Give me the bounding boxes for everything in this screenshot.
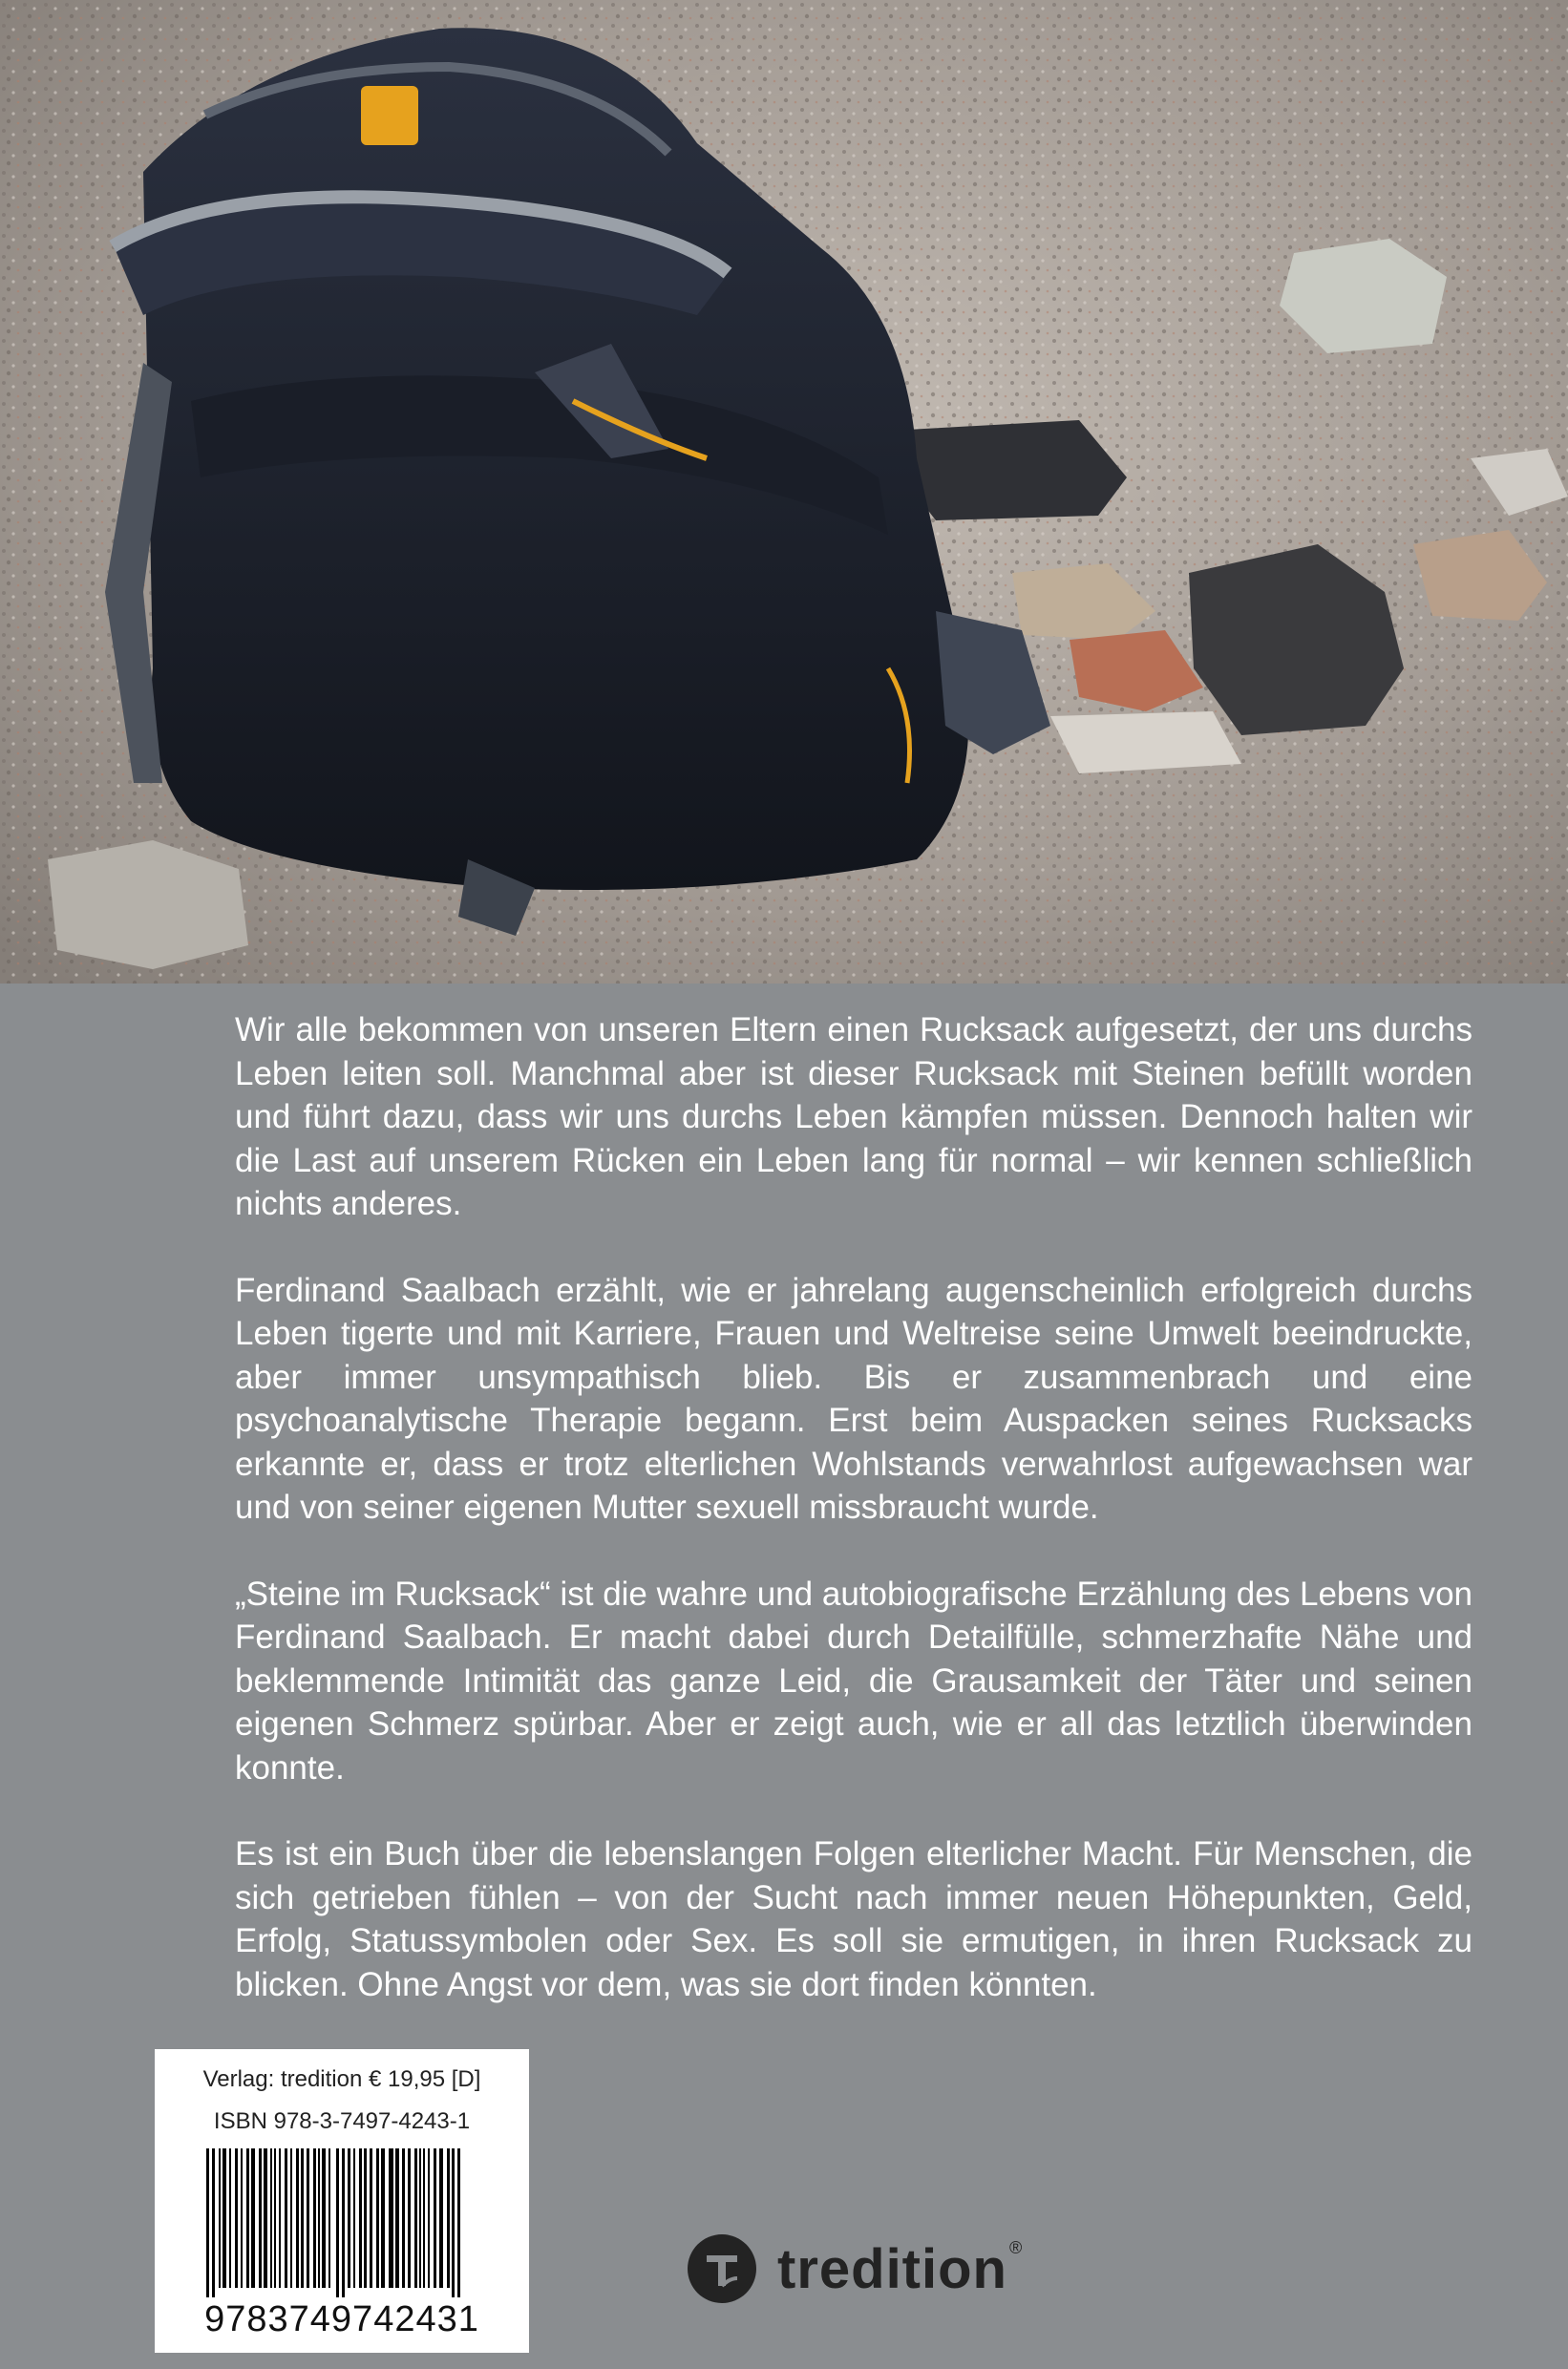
barcode-bar xyxy=(222,2148,226,2288)
barcode-bar xyxy=(428,2148,430,2288)
barcode-bar xyxy=(402,2148,405,2288)
barcode-bar xyxy=(246,2148,249,2288)
blurb-paragraph-2: Ferdinand Saalbach erzählt, wie er jahrelang augenscheinlich erfolgreich durchs Leben tigerte und mit Karriere, Frauen und Weltreise seine Umwelt beeindruckte, aber immer unsympathisch blieb. Bis er zusammenbrach und eine psychoanalytische Therapie begann. Erst beim Auspacken seines Rucksacks erkannte er, dass er trotz elterlichen Wohlstands verwahrlost aufgewachsen war und von seiner eigenen Mutter sexuell missbraucht wurde. xyxy=(235,1271,1473,1526)
barcode-bar xyxy=(219,2148,221,2288)
barcode-bar xyxy=(342,2148,345,2297)
barcode-bar xyxy=(359,2148,362,2288)
barcode-bar xyxy=(389,2148,393,2288)
barcode-bar xyxy=(290,2148,292,2288)
barcode-bar xyxy=(336,2148,339,2297)
barcode-bar xyxy=(408,2148,411,2288)
cover-photo xyxy=(0,0,1568,984)
barcode-bar xyxy=(348,2148,350,2288)
barcode-bar xyxy=(419,2148,421,2288)
backpack-photo xyxy=(0,0,1568,984)
barcode-bar xyxy=(423,2148,425,2288)
barcode-bar xyxy=(452,2148,455,2297)
barcode-bar xyxy=(274,2148,276,2288)
barcode-bar xyxy=(318,2148,320,2288)
barcode-bar xyxy=(279,2148,281,2288)
isbn-text: ISBN 978-3-7497-4243-1 xyxy=(213,2108,471,2134)
barcode-bars xyxy=(202,2148,481,2297)
barcode-bar xyxy=(395,2148,399,2288)
back-cover-blurb xyxy=(235,1008,1473,2049)
barcode-bar xyxy=(381,2148,385,2288)
barcode-bar xyxy=(301,2148,304,2288)
publisher-logo xyxy=(688,2231,1031,2307)
barcode-bar xyxy=(447,2148,450,2288)
blurb-paragraph-4: Es ist ein Buch über die lebenslangen Folgen elterlicher Macht. Für Menschen, die sich getrieben fühlen – von der Sucht nach immer neuen Höhepunkten, Geld, Erfolg, Statussymbolen oder Sex. Es soll sie ermutigen, in ihren Rucksack zu blicken. Ohne Angst vor dem, was sie dort finden könnten. xyxy=(235,1835,1473,2003)
barcode-bar xyxy=(212,2148,215,2297)
barcode-bar xyxy=(206,2148,209,2297)
barcode-bar xyxy=(296,2148,299,2288)
barcode-bar xyxy=(270,2148,272,2288)
blurb-paragraph-1: Wir alle bekommen von unseren Eltern einen Rucksack aufgesetzt, der uns durchs Leben leiten soll. Manchmal aber ist dieser Rucksack mit Steinen befüllt worden und führt dazu, dass wir uns durchs Leben kämpfen müssen. Dennoch halten wir die Last auf unserem Rücken ein Leben lang für normal – wir kennen schließlich nichts anderes. xyxy=(235,1011,1473,1222)
barcode-bar xyxy=(285,2148,287,2288)
barcode-bar xyxy=(434,2148,436,2288)
barcode-bar xyxy=(251,2148,255,2288)
barcode-bar xyxy=(364,2148,367,2288)
barcode-bar xyxy=(235,2148,238,2288)
barcode-box xyxy=(155,2049,529,2353)
publisher-price: Verlag: tredition € 19,95 [D] xyxy=(202,2066,481,2092)
barcode-bar xyxy=(328,2148,330,2288)
logo-wordmark: tredition xyxy=(777,2237,1007,2300)
barcode-bar xyxy=(414,2148,417,2288)
barcode-bar xyxy=(353,2148,355,2288)
barcode-bar xyxy=(322,2148,326,2288)
barcode-number: 9783749742431 xyxy=(204,2299,479,2339)
tredition-logo-icon xyxy=(688,2234,756,2303)
barcode-bar xyxy=(439,2148,443,2288)
blurb-paragraph-3: „Steine im Rucksack“ ist die wahre und autobiografische Erzählung des Lebens von Ferdinand Saalbach. Er macht dabei durch Detailfülle, schmerzhafte Nähe und beklemmende Intimität das ganze Leid, die Grausamkeit der Täter und seinen eigenen Schmerz spürbar. Aber er zeigt auch, wie er all das letztlich überwinden konnte. xyxy=(235,1575,1473,1787)
barcode-bar xyxy=(457,2148,460,2297)
barcode-bar xyxy=(370,2148,372,2288)
barcode-bar xyxy=(259,2148,262,2288)
barcode-bar xyxy=(264,2148,267,2288)
barcode-bar xyxy=(376,2148,379,2288)
barcode-bar xyxy=(313,2148,316,2288)
registered-mark: ® xyxy=(1008,2238,1023,2257)
barcode-bar xyxy=(229,2148,231,2288)
barcode-bar xyxy=(307,2148,309,2288)
barcode-bar xyxy=(241,2148,243,2288)
